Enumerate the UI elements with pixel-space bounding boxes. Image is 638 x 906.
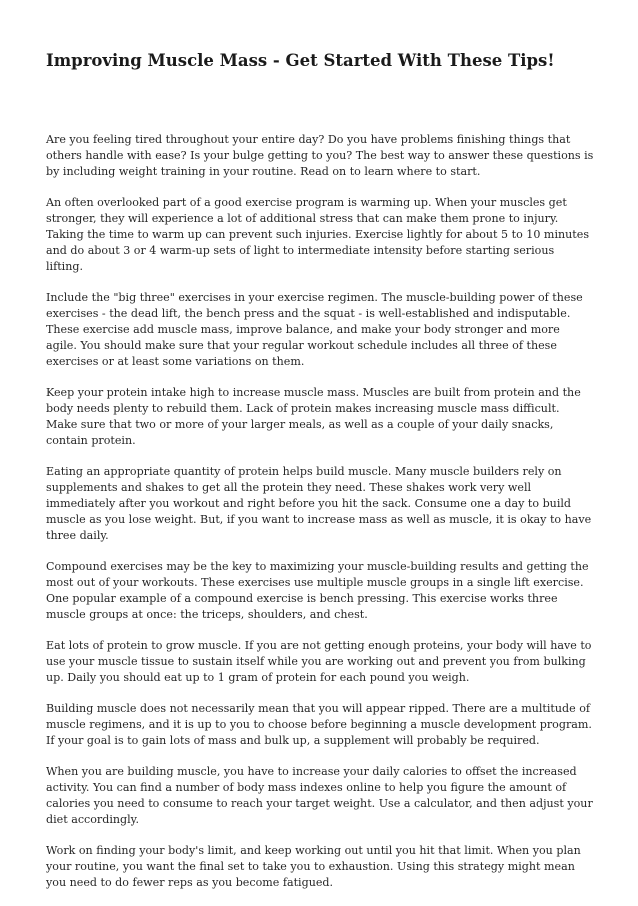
paragraph-ripped: Building muscle does not necessarily mean that you will appear ripped. There are a multitude of muscle regimens, and it is up to you to choose before beginning a muscle development program. If your goal is to gain lots of mass and bulk up, a supplement will probably be required. xyxy=(46,702,592,747)
paragraph-intro: Are you feeling tired throughout your entire day? Do you have problems finishing things that others handle with ease? Is your bulge getting to you? The best way to answer these questions is by including weight training in your routine. Read on to learn where to start. xyxy=(46,133,594,178)
paragraph-warm-up: An often overlooked part of a good exercise program is warming up. When your muscles get stronger, they will experience a lot of additional stress that can make them prone to injury. Taking the time to warm up can prevent such injuries. Exercise lightly for about 5 to 10 minutes and do about 3 or 4 warm-up sets of light to intermediate intensity before starting serious lifting. xyxy=(46,196,590,273)
document-title: Improving Muscle Mass - Get Started With These Tips! xyxy=(46,51,555,70)
paragraph-protein-quantity: Eating an appropriate quantity of protein helps build muscle. Many muscle builders rely on supplements and shakes to get all the protein they need. These shakes work very well immediately after you workout and right before you hit the sack. Consume one a day to build muscle as you lose weight. But, if you want to increase mass as well as muscle, it is okay to have three daily. xyxy=(46,465,592,542)
paragraph-body-limit: Work on finding your body's limit, and keep working out until you hit that limit. When you plan your routine, you want the final set to take you to exhaustion. Using this strategy might mean you need to do fewer reps as you become fatigued. xyxy=(46,844,581,889)
paragraph-eat-protein: Eat lots of protein to grow muscle. If you are not getting enough proteins, your body will have to use your muscle tissue to sustain itself while you are working out and prevent you from bulking up. Daily you should eat up to 1 gram of protein for each pound you weigh. xyxy=(46,639,592,684)
paragraph-calories: When you are building muscle, you have to increase your daily calories to offset the increased activity. You can find a number of body mass indexes online to help you figure the amount of calories you need to consume to reach your target weight. Use a calculator, and then adjust your diet accordingly. xyxy=(46,765,593,826)
paragraph-protein-intake: Keep your protein intake high to increase muscle mass. Muscles are built from protein and the body needs plenty to rebuild them. Lack of protein makes increasing muscle mass difficult. Make sure that two or more of your larger meals, as well as a couple of your daily snacks, contain protein. xyxy=(46,386,581,447)
paragraph-big-three: Include the "big three" exercises in your exercise regimen. The muscle-building power of these exercises - the dead lift, the bench press and the squat - is well-established and indisputable. These exercise add muscle mass, improve balance, and make your body stronger and more agile. You should make sure that your regular workout schedule includes all three of these exercises or at least some variations on them. xyxy=(46,291,583,368)
paragraph-compound-exercises: Compound exercises may be the key to maximizing your muscle-building results and getting the most out of your workouts. These exercises use multiple muscle groups in a single lift exercise. One popular example of a compound exercise is bench pressing. This exercise works three muscle groups at once: the triceps, shoulders, and chest. xyxy=(46,560,589,621)
document-body xyxy=(46,132,594,906)
